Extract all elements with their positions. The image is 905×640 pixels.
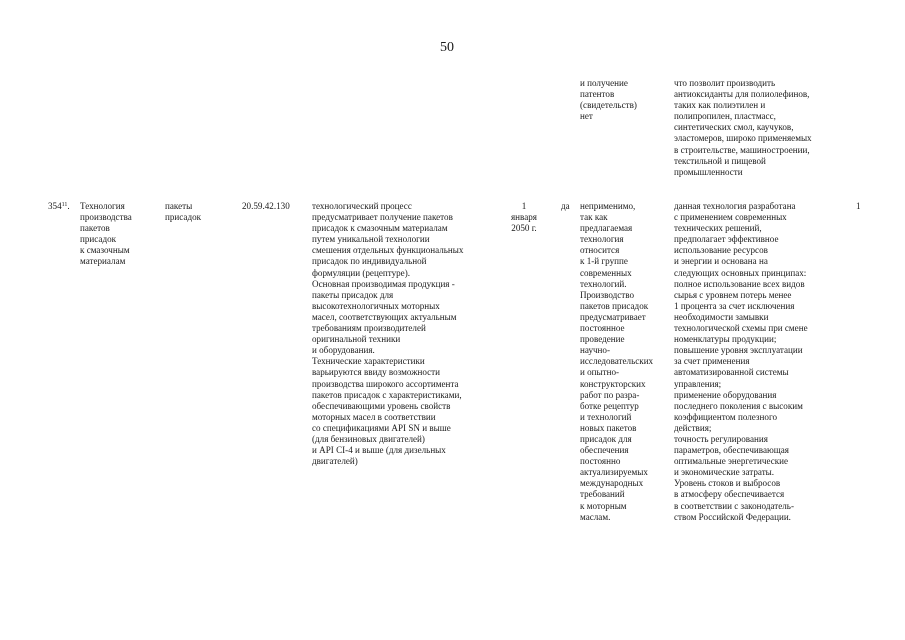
text-line: исследовательских bbox=[580, 356, 654, 367]
text-line: присадок по индивидуальной bbox=[312, 256, 427, 267]
text-line: с применением современных bbox=[674, 212, 787, 223]
text-line: Уровень стоков и выбросов bbox=[674, 478, 781, 489]
text-line: параметров, обеспечивающая bbox=[674, 445, 789, 456]
page-number: 50 bbox=[440, 40, 454, 55]
text-line: присадок bbox=[165, 212, 202, 223]
text-line: сырья с уровнем потерь менее bbox=[674, 289, 792, 300]
text-line: точность регулирования bbox=[674, 433, 768, 444]
text-line: научно- bbox=[580, 345, 611, 356]
date-cell bbox=[504, 201, 544, 234]
text-line: со спецификациями API SN и выше bbox=[312, 422, 451, 433]
text-line: управления; bbox=[674, 378, 722, 389]
technology-name-cell bbox=[80, 201, 132, 268]
text-line: ботке рецептур bbox=[580, 400, 639, 411]
text-line: последнего поколения с высоким bbox=[674, 400, 803, 411]
text-line: актуализируемых bbox=[580, 467, 648, 478]
text-line: предусматривает получение пакетов bbox=[312, 212, 453, 223]
text-line: антиоксиданты для полиолефинов, bbox=[674, 89, 810, 100]
text-line: автоматизированной системы bbox=[674, 367, 789, 378]
text-line: двигателей) bbox=[312, 456, 358, 467]
text-line: пакетов bbox=[80, 223, 110, 234]
okpd-code: 20.59.42.130 bbox=[242, 201, 290, 211]
text-line: смешения отдельных функциональных bbox=[312, 245, 464, 256]
text-line: неприменимо, bbox=[580, 201, 636, 211]
row-number-value: 354 bbox=[48, 201, 62, 211]
text-line: и экономические затраты. bbox=[674, 467, 775, 478]
text-line: так как bbox=[580, 212, 608, 223]
text-line: оптимальные энергетические bbox=[674, 456, 789, 467]
text-line: пакеты присадок для bbox=[312, 289, 394, 300]
text-line: производства bbox=[80, 212, 132, 223]
text-line: технологический процесс bbox=[312, 201, 412, 211]
text-line: действия; bbox=[674, 422, 712, 433]
text-line: за счет применения bbox=[674, 356, 750, 367]
text-line: к 1-й группе bbox=[580, 256, 628, 267]
text-line: и оборудования. bbox=[312, 345, 375, 356]
text-line: промышленности bbox=[674, 166, 743, 177]
text-line: и технологий bbox=[580, 411, 632, 422]
text-line: Технология bbox=[80, 201, 125, 211]
text-line: полное использование всех видов bbox=[674, 278, 805, 289]
text-line: и получение bbox=[580, 78, 628, 88]
text-line: путем уникальной технологии bbox=[312, 234, 430, 245]
text-line: к смазочным bbox=[80, 245, 130, 256]
text-line: пакетов присадок с характеристиками, bbox=[312, 389, 462, 400]
row-number-footnote: 11 bbox=[61, 202, 68, 208]
product-cell bbox=[165, 201, 201, 223]
text-line: нет bbox=[580, 111, 593, 122]
text-line: относится bbox=[580, 245, 620, 256]
text-line: 1 bbox=[521, 201, 527, 211]
text-line: присадок к смазочным материалам bbox=[312, 223, 448, 234]
text-line: варьируются ввиду возможности bbox=[312, 367, 441, 378]
status-cell bbox=[580, 201, 653, 523]
text-line: и опытно- bbox=[580, 367, 620, 378]
text-line: обеспечения bbox=[580, 445, 629, 456]
text-line: требованиям производителей bbox=[312, 323, 426, 334]
text-line: таких как полиэтилен и bbox=[674, 100, 766, 111]
continuation-status-cell bbox=[580, 78, 637, 122]
text-line: в атмосферу обеспечивается bbox=[674, 489, 785, 500]
text-line: повышение уровня эксплуатации bbox=[674, 345, 803, 356]
text-line: 2050 г. bbox=[511, 223, 537, 234]
text-line: 1 процента за счет исключения bbox=[674, 300, 795, 311]
text-line: эластомеров, широко применяемых bbox=[674, 133, 812, 144]
text-line: формуляции (рецептуре). bbox=[312, 267, 411, 278]
text-line: пакеты bbox=[165, 201, 193, 211]
text-line: технических решений, bbox=[674, 223, 762, 234]
text-line: (свидетельств) bbox=[580, 100, 637, 111]
text-line: современных bbox=[580, 267, 632, 278]
text-line: применение оборудования bbox=[674, 389, 777, 400]
text-line: предполагает эффективное bbox=[674, 234, 779, 245]
text-line: в соответствии с законодатель- bbox=[674, 500, 794, 511]
flag-value: да bbox=[561, 201, 570, 211]
text-line: и API CI-4 и выше (для дизельных bbox=[312, 445, 446, 456]
text-line: номенклатуры продукции; bbox=[674, 334, 777, 345]
text-line: Производство bbox=[580, 289, 635, 300]
text-line: производства широкого ассортимента bbox=[312, 378, 459, 389]
text-line: работ по разра- bbox=[580, 389, 640, 400]
text-line: пакетов присадок bbox=[580, 300, 649, 311]
text-line: проведение bbox=[580, 334, 625, 345]
text-line: оригинальной техники bbox=[312, 334, 401, 345]
text-line: использование ресурсов bbox=[674, 245, 768, 256]
text-line: обеспечивающими уровень свойств bbox=[312, 400, 451, 411]
text-line: материалам bbox=[80, 256, 126, 267]
text-line: к моторным bbox=[580, 500, 627, 511]
text-line: новых пакетов bbox=[580, 422, 637, 433]
row-number bbox=[48, 201, 70, 212]
text-line: Технические характеристики bbox=[312, 356, 425, 367]
text-line: Основная производимая продукция - bbox=[312, 278, 455, 289]
text-line: коэффициентом полезного bbox=[674, 411, 777, 422]
text-line: масел, соответствующих актуальным bbox=[312, 311, 457, 322]
okpd-code-cell bbox=[242, 201, 290, 212]
text-line: в строительстве, машиностроении, bbox=[674, 144, 810, 155]
technology-description-cell bbox=[674, 201, 808, 523]
text-line: международных bbox=[580, 478, 644, 489]
continuation-description-cell bbox=[674, 78, 812, 178]
text-line: технологий. bbox=[580, 278, 627, 289]
text-line: следующих основных принципах: bbox=[674, 267, 807, 278]
text-line: и энергии и основана на bbox=[674, 256, 768, 267]
text-line: технологической схемы при смене bbox=[674, 323, 808, 334]
text-line: маслам. bbox=[580, 511, 611, 522]
text-line: моторных масел в соответствии bbox=[312, 411, 436, 422]
text-line: полипропилен, пластмасс, bbox=[674, 111, 776, 122]
text-line: постоянно bbox=[580, 456, 621, 467]
process-description-cell bbox=[312, 201, 463, 467]
text-line: предусматривает bbox=[580, 311, 646, 322]
text-line: конструкторских bbox=[580, 378, 646, 389]
text-line: предлагаемая bbox=[580, 223, 633, 234]
text-line: данная технология разработана bbox=[674, 201, 796, 211]
last-column-cell bbox=[856, 201, 861, 212]
last-column-value: 1 bbox=[856, 201, 861, 211]
text-line: текстильной и пищевой bbox=[674, 155, 766, 166]
text-line: высокотехнологичных моторных bbox=[312, 300, 440, 311]
text-line: присадок для bbox=[580, 433, 632, 444]
text-line: ством Российской Федерации. bbox=[674, 511, 791, 522]
text-line: постоянное bbox=[580, 323, 625, 334]
text-line: присадок bbox=[80, 234, 117, 245]
text-line: синтетических смол, каучуков, bbox=[674, 122, 794, 133]
text-line: (для бензиновых двигателей) bbox=[312, 433, 425, 444]
text-line: требований bbox=[580, 489, 625, 500]
text-line: необходимости замывки bbox=[674, 311, 769, 322]
flag-cell bbox=[561, 201, 570, 212]
text-line: патентов bbox=[580, 89, 615, 100]
text-line: января bbox=[511, 212, 537, 223]
text-line: технология bbox=[580, 234, 624, 245]
row-number-suffix: . bbox=[67, 201, 70, 211]
text-line: что позволит производить bbox=[674, 78, 776, 88]
